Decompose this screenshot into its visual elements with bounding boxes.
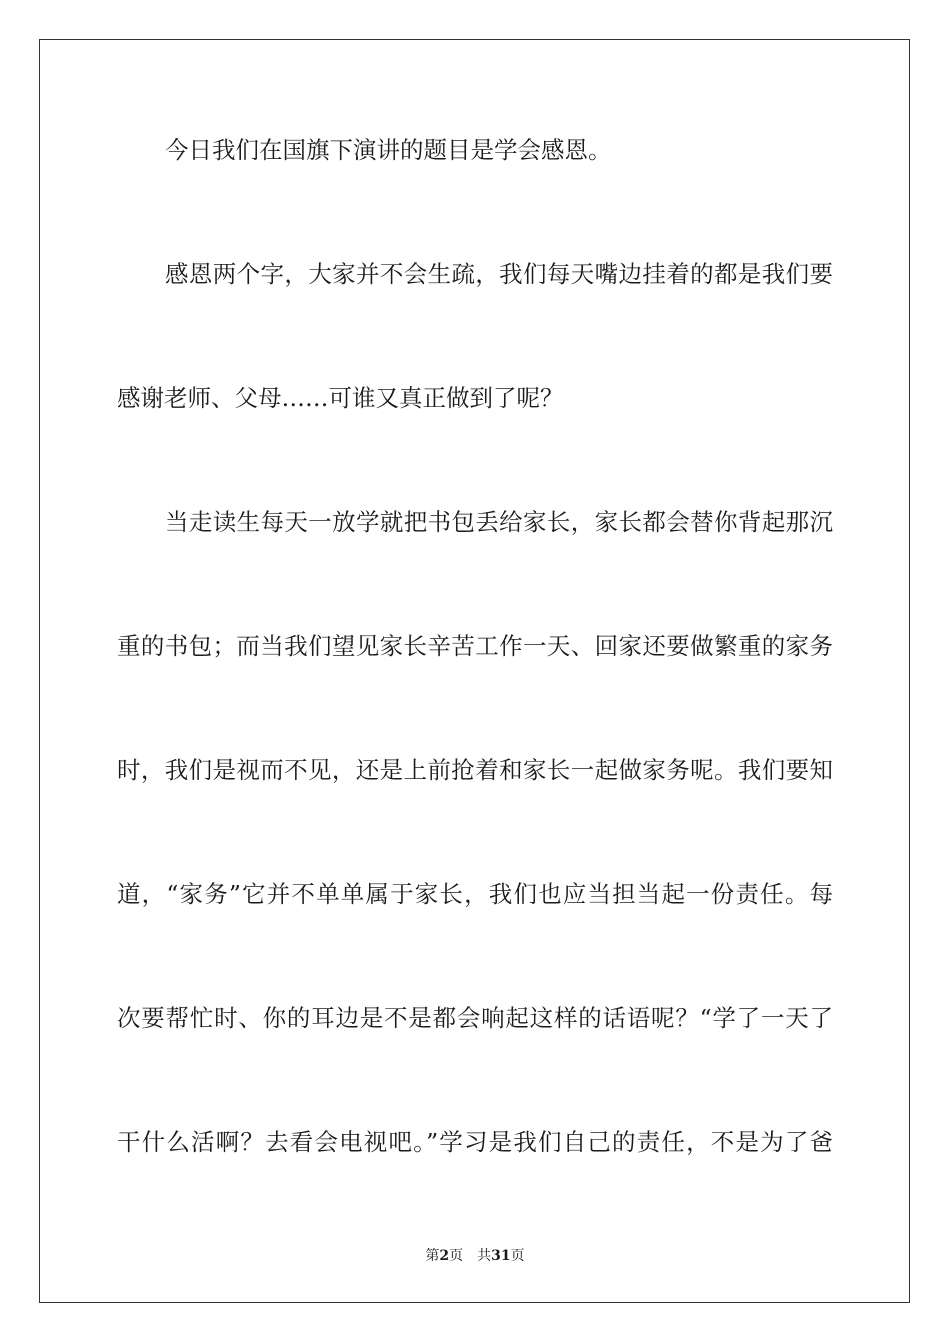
page-footer <box>0 1247 950 1265</box>
total-suffix: 页 <box>510 1248 525 1264</box>
body-line-4: 当走读生每天一放学就把书包丢给家长，家长都会替你背起那沉 <box>165 508 833 536</box>
body-line-3: 感谢老师、父母……可谁又真正做到了呢？ <box>117 384 564 412</box>
body-line-9: 干什么活啊？去看会电视吧。”学习是我们自己的责任，不是为了爸 <box>117 1128 833 1156</box>
page-border <box>39 39 910 1303</box>
body-line-2: 感恩两个字，大家并不会生疏，我们每天嘴边挂着的都是我们要 <box>165 260 833 288</box>
total-pages: 31 <box>491 1248 511 1264</box>
body-line-8: 次要帮忙时、你的耳边是不是都会响起这样的话语呢？“学了一天了 <box>117 1004 833 1032</box>
body-line-5: 重的书包；而当我们望见家长辛苦工作一天、回家还要做繁重的家务 <box>117 632 833 660</box>
total-prefix: 共 <box>477 1248 492 1264</box>
page-suffix: 页 <box>449 1248 464 1264</box>
body-line-7: 道，“家务”它并不单单属于家长，我们也应当担当起一份责任。每 <box>117 880 833 908</box>
page-number: 2 <box>439 1248 450 1264</box>
body-line-6: 时，我们是视而不见，还是上前抢着和家长一起做家务呢。我们要知 <box>117 756 833 784</box>
body-line-1: 今日我们在国旗下演讲的题目是学会感恩。 <box>165 136 612 164</box>
page-prefix: 第 <box>425 1248 440 1264</box>
